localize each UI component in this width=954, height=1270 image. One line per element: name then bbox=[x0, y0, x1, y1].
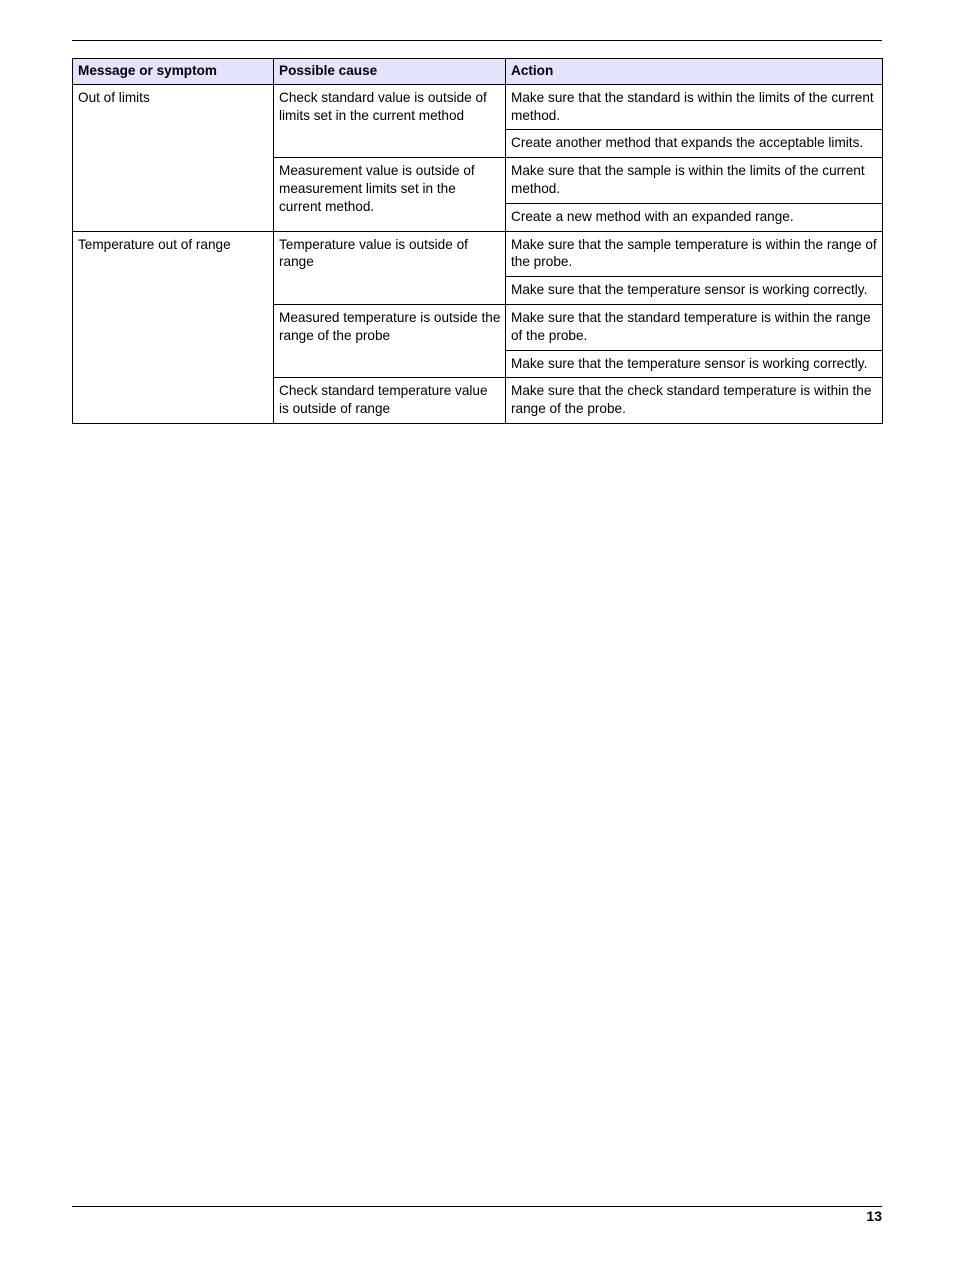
action-cell: Create another method that expands the acceptable limits. bbox=[506, 130, 883, 158]
header-rule bbox=[72, 40, 882, 41]
table-row bbox=[73, 84, 883, 130]
cause-cell: Measured temperature is outside the range of the probe bbox=[274, 304, 506, 377]
troubleshooting-table bbox=[72, 58, 883, 424]
column-header-message: Message or symptom bbox=[73, 59, 274, 85]
footer-rule bbox=[72, 1206, 882, 1207]
action-cell: Make sure that the standard is within the limits of the current method. bbox=[506, 84, 883, 130]
cause-cell: Measurement value is outside of measurement limits set in the current method. bbox=[274, 158, 506, 231]
cause-cell: Check standard temperature value is outside of range bbox=[274, 378, 506, 424]
page-number: 13 bbox=[866, 1208, 882, 1224]
cause-cell: Check standard value is outside of limits set in the current method bbox=[274, 84, 506, 157]
table-row bbox=[73, 231, 883, 277]
column-header-cause: Possible cause bbox=[274, 59, 506, 85]
message-cell: Temperature out of range bbox=[73, 231, 274, 423]
action-cell: Make sure that the temperature sensor is working correctly. bbox=[506, 350, 883, 378]
action-cell: Make sure that the temperature sensor is working correctly. bbox=[506, 277, 883, 305]
action-cell: Make sure that the sample temperature is within the range of the probe. bbox=[506, 231, 883, 277]
action-cell: Make sure that the standard temperature is within the range of the probe. bbox=[506, 304, 883, 350]
action-cell: Make sure that the check standard temperature is within the range of the probe. bbox=[506, 378, 883, 424]
cause-cell: Temperature value is outside of range bbox=[274, 231, 506, 304]
table-header-row bbox=[73, 59, 883, 85]
message-cell: Out of limits bbox=[73, 84, 274, 231]
action-cell: Create a new method with an expanded range. bbox=[506, 203, 883, 231]
action-cell: Make sure that the sample is within the limits of the current method. bbox=[506, 158, 883, 204]
column-header-action: Action bbox=[506, 59, 883, 85]
